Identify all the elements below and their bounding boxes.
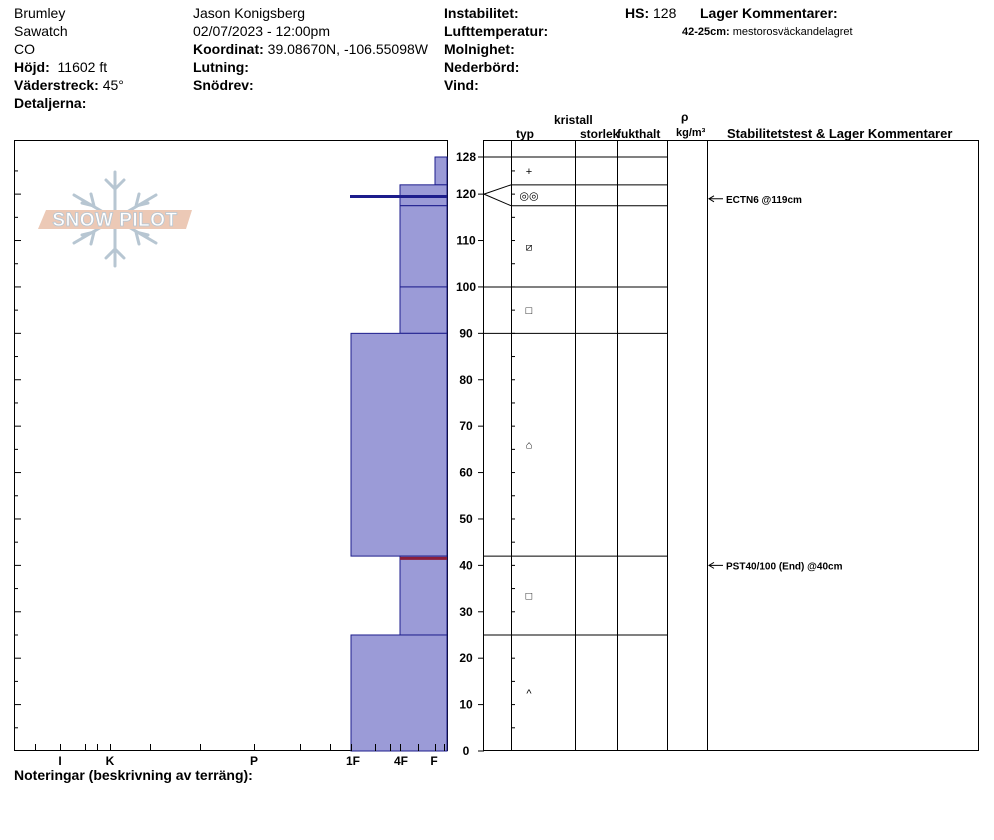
- layer-connector: [484, 185, 511, 194]
- hardness-bar: [400, 556, 447, 635]
- grain-symbol: □: [525, 590, 533, 603]
- hardness-label: F: [430, 754, 438, 768]
- slope-label: Lutning:: [193, 59, 249, 75]
- layer-comments-label: Lager Kommentarer:: [700, 5, 838, 21]
- elevation: Höjd: 11602 ft: [14, 59, 108, 75]
- grain-symbol: ◎◎: [519, 190, 539, 203]
- sky-label: Molnighet:: [444, 41, 515, 57]
- density-rho-header: ρ: [681, 110, 689, 124]
- grain-type-symbols: [519, 166, 538, 700]
- depth-label: 30: [459, 604, 473, 619]
- stability-test-label: PST40/100 (End) @40cm: [726, 561, 843, 573]
- depth-label: 80: [459, 372, 473, 387]
- hardness-bar: [435, 157, 447, 185]
- size-header: storlek: [580, 127, 620, 141]
- stability-header: Stabilitetstest & Lager Kommentarer: [727, 126, 953, 141]
- details-label: Detaljerna:: [14, 95, 87, 111]
- snow-pilot-logo: [38, 172, 192, 266]
- depth-label: 100: [455, 279, 477, 294]
- depth-axis: [456, 150, 484, 758]
- state: CO: [14, 41, 35, 57]
- aspect: Väderstreck: 45°: [14, 77, 124, 93]
- notes-label: Noteringar (beskrivning av terräng):: [14, 767, 253, 783]
- depth-label: 10: [459, 697, 473, 712]
- moisture-header: fukthalt: [617, 127, 661, 141]
- depth-label: 0: [462, 744, 470, 758]
- wind-label: Vind:: [444, 77, 479, 93]
- hardness-bar: [400, 287, 447, 333]
- hardness-bar: [351, 635, 447, 751]
- depth-label: 128: [455, 150, 477, 164]
- type-header: typ: [516, 127, 534, 141]
- hardness-label: I: [58, 754, 62, 768]
- layer-table-frame: [484, 141, 979, 751]
- observation-datetime: 02/07/2023 - 12:00pm: [193, 23, 330, 39]
- density-unit-header: kg/m³: [676, 127, 706, 139]
- wind-loading-label: Snödrev:: [193, 77, 254, 93]
- logo-text: SNOW PILOT: [52, 210, 178, 231]
- grain-symbol: ^: [526, 687, 532, 700]
- air-temp-label: Lufttemperatur:: [444, 23, 549, 39]
- grain-symbol: ⧄: [525, 241, 533, 254]
- layer-connector: [484, 194, 511, 206]
- layer-table-columns: [512, 140, 708, 751]
- hardness-bar: [400, 206, 447, 287]
- depth-label: 120: [455, 187, 477, 202]
- depth-label: 60: [459, 465, 473, 480]
- hardness-bar: [351, 333, 447, 556]
- depth-label: 110: [456, 233, 476, 248]
- layer-comment: 42-25cm: mestorosväckandelagret: [682, 26, 853, 38]
- depth-label: 90: [459, 326, 473, 341]
- hardness-label: K: [105, 754, 115, 768]
- hardness-label: 4F: [393, 754, 409, 768]
- depth-label: 40: [459, 558, 473, 573]
- stability-test-markers: [709, 195, 843, 573]
- mountain-range: Sawatch: [14, 23, 68, 39]
- coordinates: Koordinat: 39.08670N, -106.55098W: [193, 41, 428, 57]
- hardness-layers: [350, 157, 447, 751]
- grain-symbol: ⌂: [525, 439, 533, 452]
- hardness-label: 1F: [345, 754, 361, 768]
- stability-test-label: ECTN6 @119cm: [726, 194, 802, 206]
- grain-symbol: +: [525, 165, 533, 178]
- hardness-label: P: [249, 754, 259, 768]
- instability-label: Instabilitet:: [444, 5, 519, 21]
- hardness-depth-ticks: [14, 171, 21, 728]
- precip-label: Nederbörd:: [444, 59, 520, 75]
- crystal-header: kristall: [554, 113, 593, 127]
- depth-label: 70: [459, 419, 473, 434]
- depth-label: 20: [459, 651, 473, 666]
- observer-location: Brumley: [14, 5, 66, 21]
- observer-name: Jason Konigsberg: [193, 5, 306, 21]
- grain-symbol: □: [525, 305, 533, 318]
- depth-label: 50: [459, 511, 473, 526]
- total-snow-height: HS: 128: [625, 5, 677, 21]
